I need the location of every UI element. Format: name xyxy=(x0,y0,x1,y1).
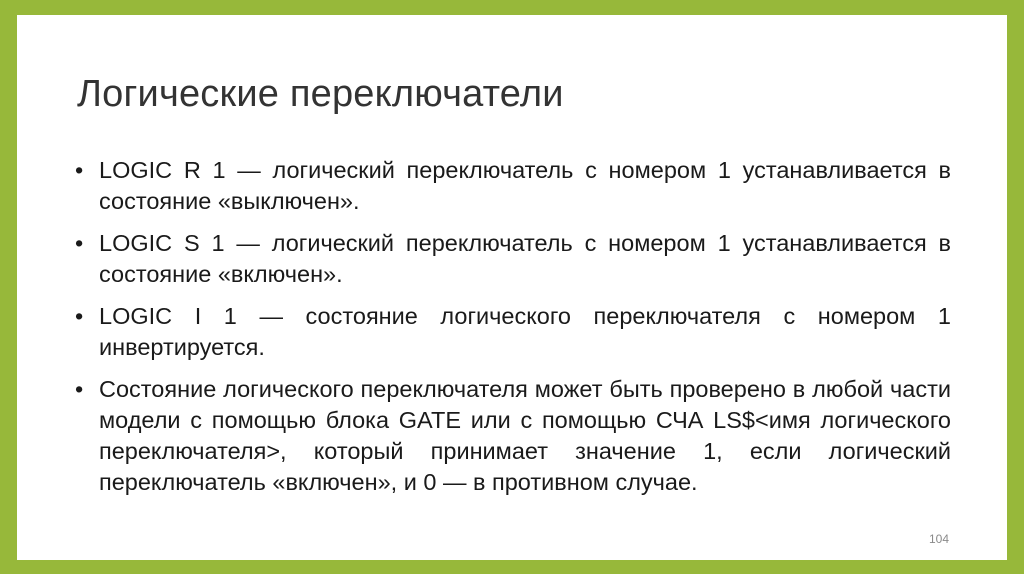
bullet-item-logic-i xyxy=(73,301,951,363)
slide-title: Логические переключатели xyxy=(77,73,564,115)
bullet-text: LOGIC S 1 — логический переключатель с номером 1 устанавливается в состояние «включен». xyxy=(99,230,951,287)
page-number: 104 xyxy=(928,532,949,546)
bullet-item-logic-r xyxy=(73,155,951,217)
bullet-text: LOGIC I 1 — состояние логического переключателя с номером 1 инвертируется. xyxy=(99,303,951,360)
bullet-text: LOGIC R 1 — логический переключатель с номером 1 устанавливается в состояние «выключен». xyxy=(99,157,951,214)
bullet-marker: • xyxy=(75,303,84,329)
slide xyxy=(17,15,1007,560)
bullet-list xyxy=(73,155,951,509)
bullet-item-switch-state xyxy=(73,374,951,498)
bullet-marker: • xyxy=(75,230,84,256)
bullet-text: Состояние логического переключателя может быть проверено в любой части модели с помощью блока GATE или с помощью СЧА LS$<имя логического переключателя>, который принимает значение 1, если логический переключатель «включен», и 0 — в противном случае. xyxy=(99,376,951,495)
bullet-item-logic-s xyxy=(73,228,951,290)
bullet-marker: • xyxy=(75,376,84,402)
bullet-marker: • xyxy=(75,157,84,183)
